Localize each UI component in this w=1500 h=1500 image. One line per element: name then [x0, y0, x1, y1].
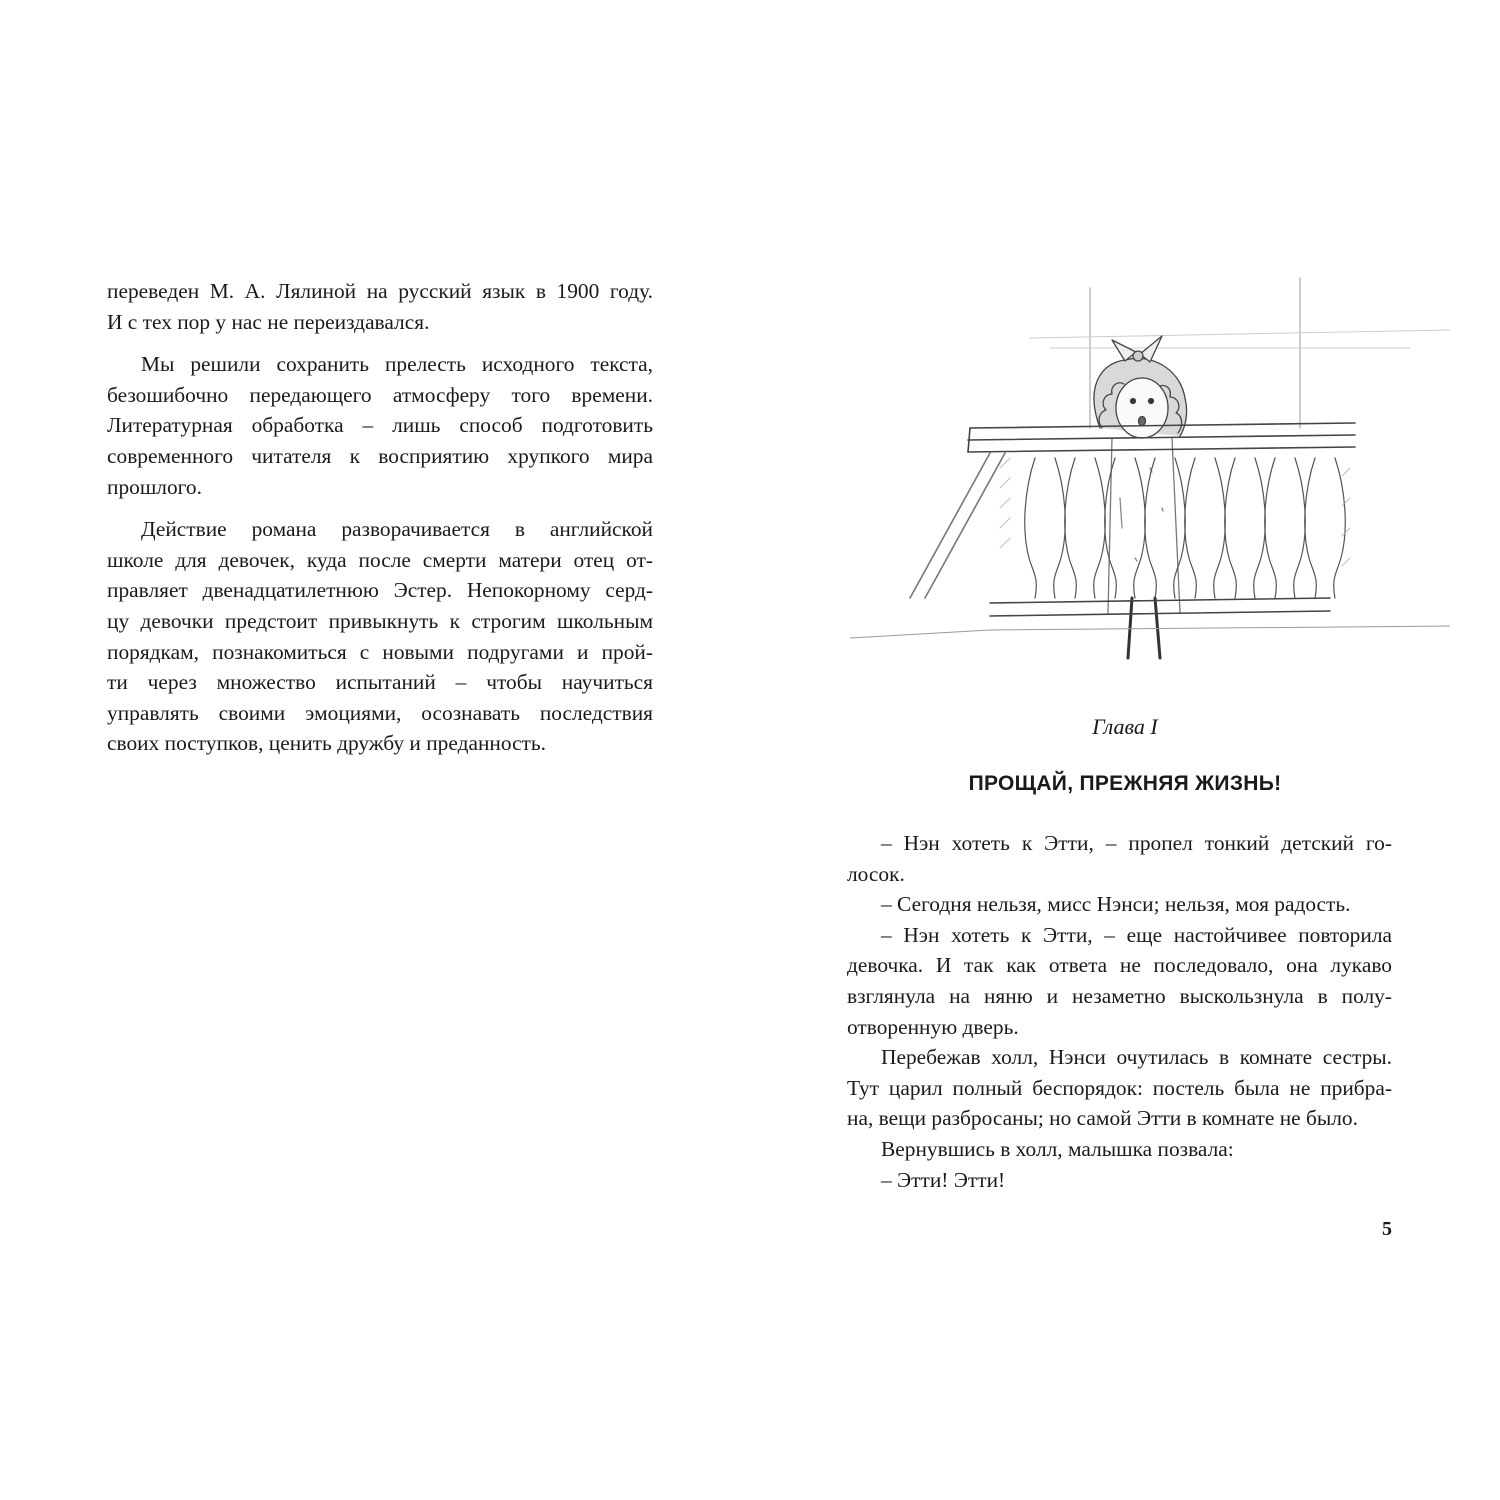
text-line: управлять своими эмоциями, осознавать последствия	[107, 700, 653, 725]
paragraph	[107, 349, 653, 502]
paragraph	[847, 920, 1392, 1042]
right-page	[750, 0, 1500, 1500]
text-line: прошлого.	[107, 474, 202, 499]
paragraph	[107, 514, 653, 759]
text-line: порядкам, познакомиться с новыми подругами и прой-	[107, 639, 653, 664]
girl-figure	[1094, 336, 1187, 658]
text-line: ти через множество испытаний – чтобы научиться	[107, 670, 653, 695]
text-line: Действие романа разворачивается в английской	[141, 517, 653, 542]
right-body-text	[847, 828, 1392, 1195]
text-line: Тут царил полный беспорядок: постель была не прибра-	[847, 1075, 1392, 1100]
page-number: 5	[1382, 1218, 1392, 1240]
paragraph	[847, 1042, 1392, 1134]
text-line: отворенную дверь.	[847, 1014, 1019, 1039]
text-line: Литературная обработка – лишь способ подготовить	[107, 413, 653, 438]
chapter-title: ПРОЩАЙ, ПРЕЖНЯЯ ЖИЗНЬ!	[968, 772, 1282, 795]
text-line: безошибочно передающего атмосферу того времени.	[107, 382, 653, 407]
text-line: девочка. И так как ответа не последовало, она лукаво	[847, 953, 1392, 978]
text-line: Мы решили сохранить прелесть исходного текста,	[141, 352, 653, 377]
text-line: переведен М. А. Лялиной на русский язык в 1900 году.	[107, 279, 653, 303]
text-line: своих поступков, ценить дружбу и преданность.	[107, 731, 547, 756]
balustrade	[850, 423, 1450, 638]
paragraph	[847, 1165, 1392, 1196]
text-line: Вернувшись в холл, малышка позвала:	[881, 1136, 1234, 1161]
balcony-girl-illustration	[850, 268, 1450, 668]
paragraph	[847, 1134, 1392, 1165]
text-line: – Нэн хотеть к Этти, – пропел тонкий детский го-	[881, 831, 1392, 855]
text-line: школе для девочек, куда после смерти матери отец от-	[107, 547, 653, 572]
left-body-text	[107, 276, 653, 759]
text-line: цу девочки предстоит привыкнуть к строгим школьным	[107, 608, 653, 633]
text-line: правляет двенадцатилетнюю Эстер. Непокорному серд-	[107, 578, 653, 603]
paragraph	[107, 276, 653, 337]
text-line: – Нэн хотеть к Этти, – еще настойчивее повторила	[881, 922, 1392, 947]
paragraph	[847, 889, 1392, 920]
text-line: на, вещи разбросаны; но самой Этти в комнате не было.	[847, 1106, 1358, 1131]
paragraph	[847, 828, 1392, 889]
text-line: современного читателя к восприятию хрупкого мира	[107, 443, 653, 468]
text-line: И с тех пор у нас не переиздавался.	[107, 309, 430, 334]
text-line: Перебежав холл, Нэнси очутилась в комнате сестры.	[881, 1045, 1392, 1070]
text-line: – Сегодня нельзя, мисс Нэнси; нельзя, моя радость.	[881, 892, 1351, 917]
text-line: – Этти! Этти!	[881, 1167, 1006, 1192]
chapter-label: Глава I	[1092, 714, 1158, 739]
text-line: взглянула на няню и незаметно выскользнула в полу-	[847, 983, 1392, 1008]
text-line: лосок.	[847, 861, 905, 886]
